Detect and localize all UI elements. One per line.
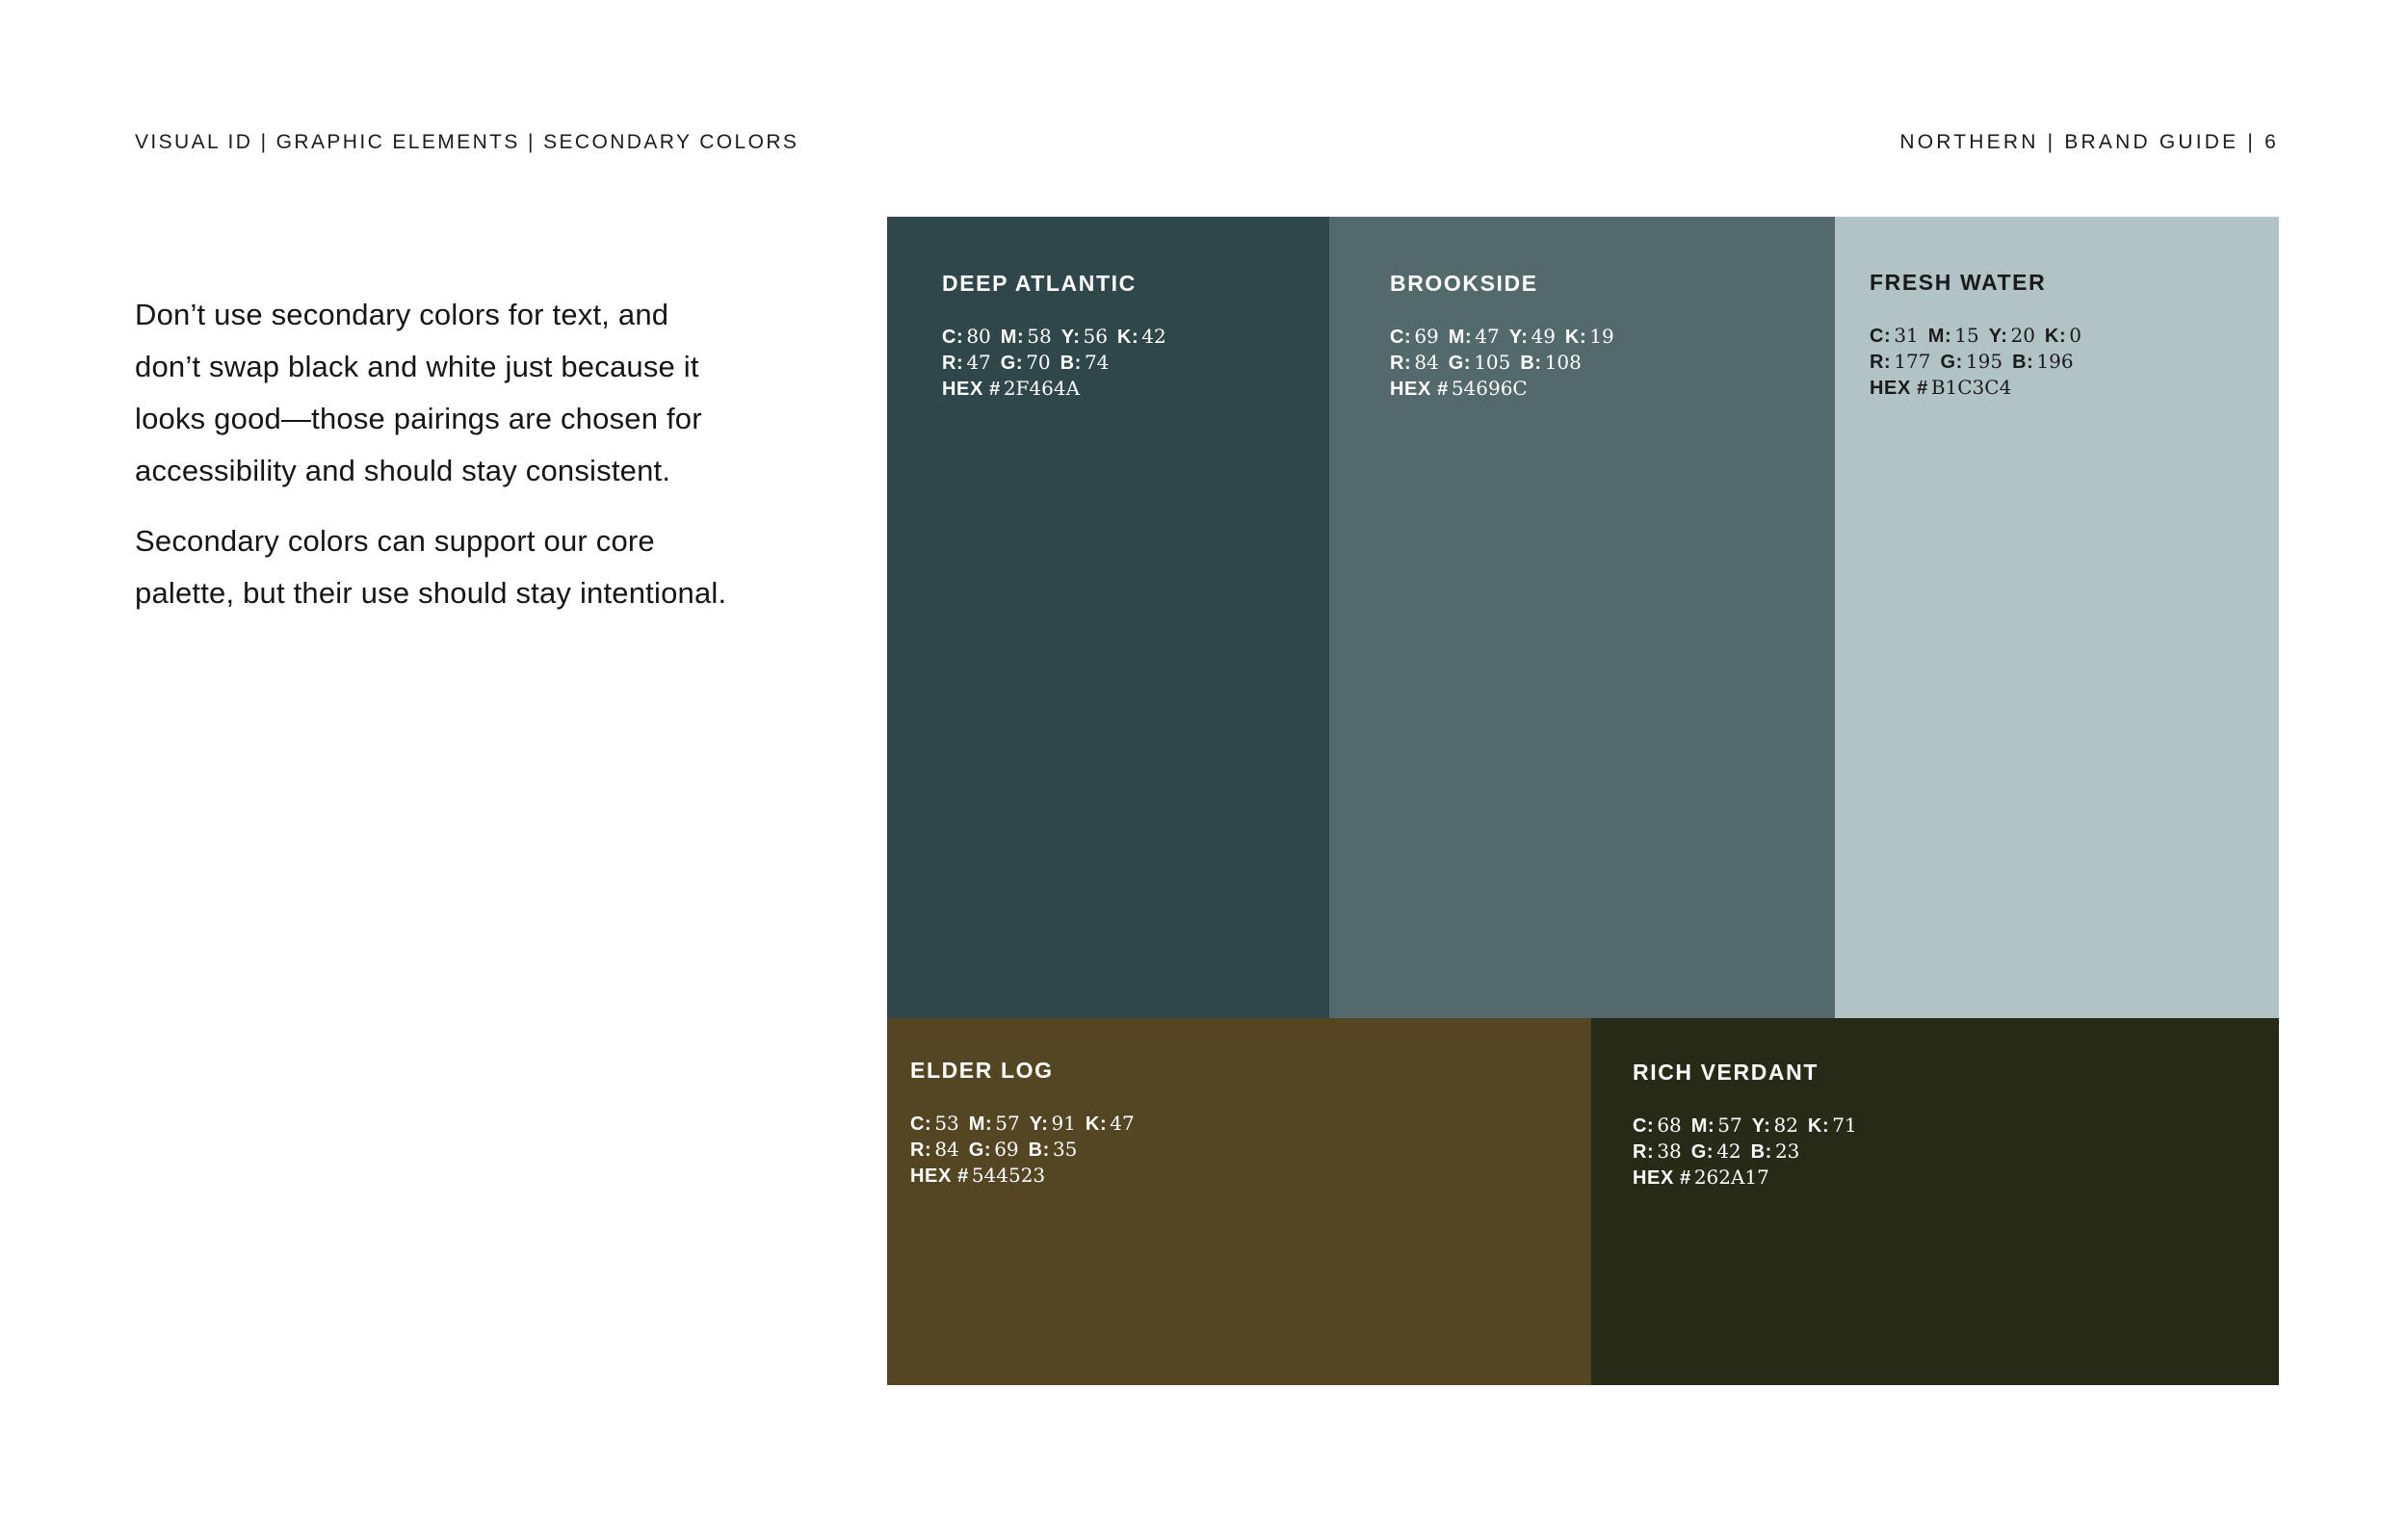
spec-value: 68	[1657, 1113, 1682, 1137]
spec-label: G:	[968, 1139, 992, 1161]
spec-label: C:	[1633, 1115, 1655, 1137]
spec-label: Y:	[1060, 327, 1081, 348]
spec-label: HEX #	[942, 379, 1001, 400]
spec-value: 177	[1894, 350, 1931, 373]
spec-label: B:	[1750, 1141, 1772, 1163]
swatch-elder-log	[887, 1018, 1591, 1385]
swatch-content	[1591, 1018, 2279, 1385]
spec-value: 544523	[971, 1164, 1046, 1187]
spec-label: M:	[1690, 1115, 1715, 1137]
spec-value: 196	[2036, 350, 2074, 373]
spec-value: 69	[994, 1138, 1019, 1161]
spec-label: B:	[1028, 1139, 1050, 1161]
spec-label: K:	[1807, 1115, 1830, 1137]
spec-value: 57	[1717, 1113, 1742, 1137]
spec-label: C:	[1870, 326, 1892, 347]
spec-value: 23	[1774, 1139, 1800, 1163]
spec-label: R:	[1390, 353, 1412, 374]
swatch-name: ELDER LOG	[910, 1058, 1054, 1083]
cmyk-values	[1870, 323, 2260, 349]
spec-value: 47	[1475, 325, 1500, 348]
swatch-content	[1329, 217, 1835, 1018]
spec-value: 80	[966, 325, 991, 348]
spec-label: G:	[1448, 353, 1472, 374]
text-line: don’t swap black and white just because it	[135, 350, 699, 383]
spec-label: Y:	[1988, 326, 2008, 347]
text-line: looks good—those pairings are chosen for	[135, 402, 702, 435]
cmyk-values	[1390, 324, 1816, 350]
rgb-values	[910, 1137, 1572, 1163]
spec-label: Y:	[1751, 1115, 1771, 1137]
spec-label: G:	[1000, 353, 1024, 374]
spec-label: K:	[1085, 1113, 1108, 1135]
header-brand-page-number: NORTHERN | BRAND GUIDE | 6	[1899, 131, 2279, 153]
hex-value	[1390, 376, 1816, 402]
swatch-name: FRESH WATER	[1870, 270, 2047, 295]
spec-value: 20	[2010, 324, 2035, 347]
spec-label: C:	[910, 1113, 932, 1135]
rgb-values	[1633, 1139, 2260, 1165]
swatch-specs	[1870, 323, 2260, 401]
spec-label: C:	[1390, 327, 1412, 348]
spec-label: K:	[1564, 327, 1587, 348]
text-line: Secondary colors can support our core	[135, 524, 655, 558]
paragraph-usage-rules	[135, 289, 848, 497]
spec-label: M:	[1000, 327, 1025, 348]
rgb-values	[1390, 350, 1816, 376]
spec-value: 108	[1544, 351, 1582, 374]
spec-value: 42	[1716, 1139, 1741, 1163]
spec-label: B:	[2012, 352, 2034, 373]
spec-value: 38	[1657, 1139, 1682, 1163]
spec-value: 47	[1110, 1112, 1135, 1135]
spec-value: 69	[1414, 325, 1439, 348]
spec-label: R:	[942, 353, 964, 374]
spec-value: 2F464A	[1003, 377, 1081, 400]
spec-label: M:	[968, 1113, 993, 1135]
spec-value: 35	[1052, 1138, 1078, 1161]
spec-value: 54696C	[1451, 377, 1528, 400]
spec-value: 31	[1894, 324, 1919, 347]
spec-value: 47	[966, 351, 991, 374]
cmyk-values	[1633, 1113, 2260, 1139]
hex-value	[910, 1163, 1572, 1189]
cmyk-values	[910, 1111, 1572, 1137]
rgb-values	[942, 350, 1310, 376]
swatch-rich-verdant	[1591, 1018, 2279, 1385]
spec-value: 84	[934, 1138, 959, 1161]
spec-label: HEX #	[1870, 378, 1928, 399]
hex-value	[942, 376, 1310, 402]
spec-label: K:	[2044, 326, 2067, 347]
spec-value: 74	[1084, 351, 1110, 374]
text-line: palette, but their use should stay intentional.	[135, 576, 727, 610]
spec-value: 0	[2069, 324, 2081, 347]
swatch-content	[887, 1018, 1591, 1385]
swatch-name: BROOKSIDE	[1390, 271, 1538, 296]
paragraph-support-core	[135, 515, 848, 619]
hex-value	[1870, 375, 2260, 401]
swatch-deep-atlantic	[887, 217, 1329, 1018]
spec-label: Y:	[1508, 327, 1529, 348]
spec-label: M:	[1448, 327, 1473, 348]
spec-label: K:	[1116, 327, 1139, 348]
spec-value: 82	[1773, 1113, 1798, 1137]
breadcrumb: VISUAL ID | GRAPHIC ELEMENTS | SECONDARY COLORS	[135, 131, 799, 153]
spec-value: 19	[1589, 325, 1614, 348]
spec-label: M:	[1927, 326, 1952, 347]
spec-value: 58	[1027, 325, 1052, 348]
spec-label: R:	[1633, 1141, 1655, 1163]
spec-label: R:	[1870, 352, 1892, 373]
hex-value	[1633, 1165, 2260, 1191]
spec-label: R:	[910, 1139, 932, 1161]
spec-value: 15	[1954, 324, 1979, 347]
spec-label: G:	[1940, 352, 1963, 373]
intro-text	[135, 289, 848, 638]
spec-label: HEX #	[1390, 379, 1449, 400]
text-line: accessibility and should stay consistent.	[135, 454, 671, 487]
spec-value: 70	[1026, 351, 1051, 374]
swatch-content	[887, 217, 1329, 1018]
spec-value: 42	[1141, 325, 1166, 348]
spec-value: 56	[1083, 325, 1108, 348]
spec-value: 195	[1965, 350, 2003, 373]
swatch-specs	[910, 1111, 1572, 1189]
spec-value: 105	[1474, 351, 1511, 374]
swatch-brookside	[1329, 217, 1835, 1018]
spec-label: B:	[1060, 353, 1082, 374]
spec-value: 262A17	[1693, 1165, 1769, 1189]
swatch-content	[1835, 217, 2279, 1018]
swatch-specs	[942, 324, 1310, 402]
swatch-specs	[1390, 324, 1816, 402]
cmyk-values	[942, 324, 1310, 350]
spec-value: 49	[1531, 325, 1556, 348]
spec-value: B1C3C4	[1930, 376, 2012, 399]
spec-value: 91	[1051, 1112, 1076, 1135]
spec-label: HEX #	[910, 1165, 969, 1187]
swatch-fresh-water	[1835, 217, 2279, 1018]
text-line: Don’t use secondary colors for text, and	[135, 298, 669, 331]
spec-label: HEX #	[1633, 1167, 1691, 1189]
spec-value: 53	[934, 1112, 959, 1135]
swatch-name: RICH VERDANT	[1633, 1060, 1819, 1085]
spec-value: 84	[1414, 351, 1439, 374]
rgb-values	[1870, 349, 2260, 375]
spec-value: 71	[1832, 1113, 1857, 1137]
swatch-name: DEEP ATLANTIC	[942, 271, 1137, 296]
spec-label: G:	[1690, 1141, 1714, 1163]
swatch-specs	[1633, 1113, 2260, 1191]
spec-label: B:	[1520, 353, 1542, 374]
spec-label: C:	[942, 327, 964, 348]
spec-value: 57	[995, 1112, 1020, 1135]
spec-label: Y:	[1029, 1113, 1049, 1135]
